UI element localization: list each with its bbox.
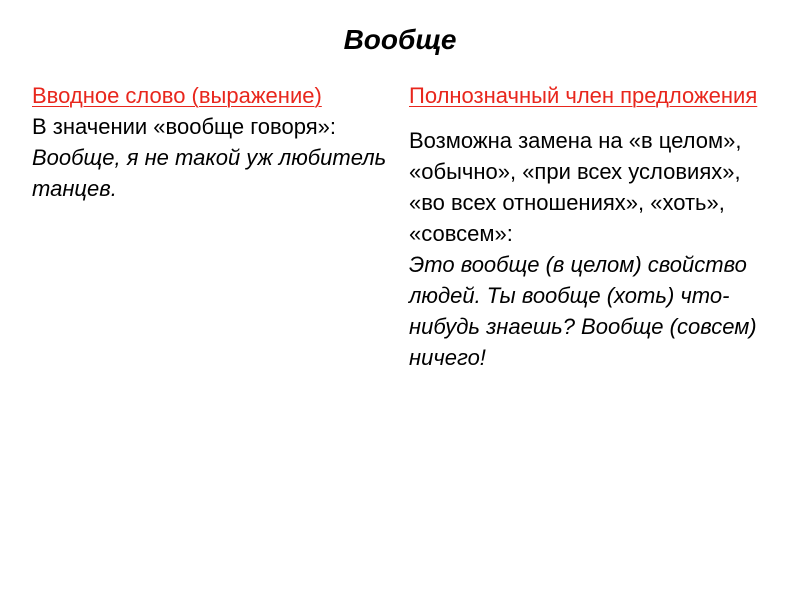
left-column-body [32,111,392,204]
right-column [409,80,779,373]
left-column-heading: Вводное слово (выражение) [32,83,322,108]
right-column-example: Это вообще (в целом) свойство людей. Ты вообще (хоть) что-нибудь знаешь? Вообще (совсем) ничего! [409,252,757,370]
right-column-body [409,125,779,373]
left-column-example: Вообще, я не такой уж любитель танцев. [32,145,387,201]
right-column-heading: Полнозначный член предложения [409,83,758,108]
left-column [32,80,392,204]
left-column-text: В значении «вообще говоря»: [32,114,336,139]
slide-title: Вообще [343,24,457,55]
right-column-text: Возможна замена на «в целом», «обычно», «при всех условиях», «во всех отношениях», «хоть», «совсем»: [409,128,742,246]
